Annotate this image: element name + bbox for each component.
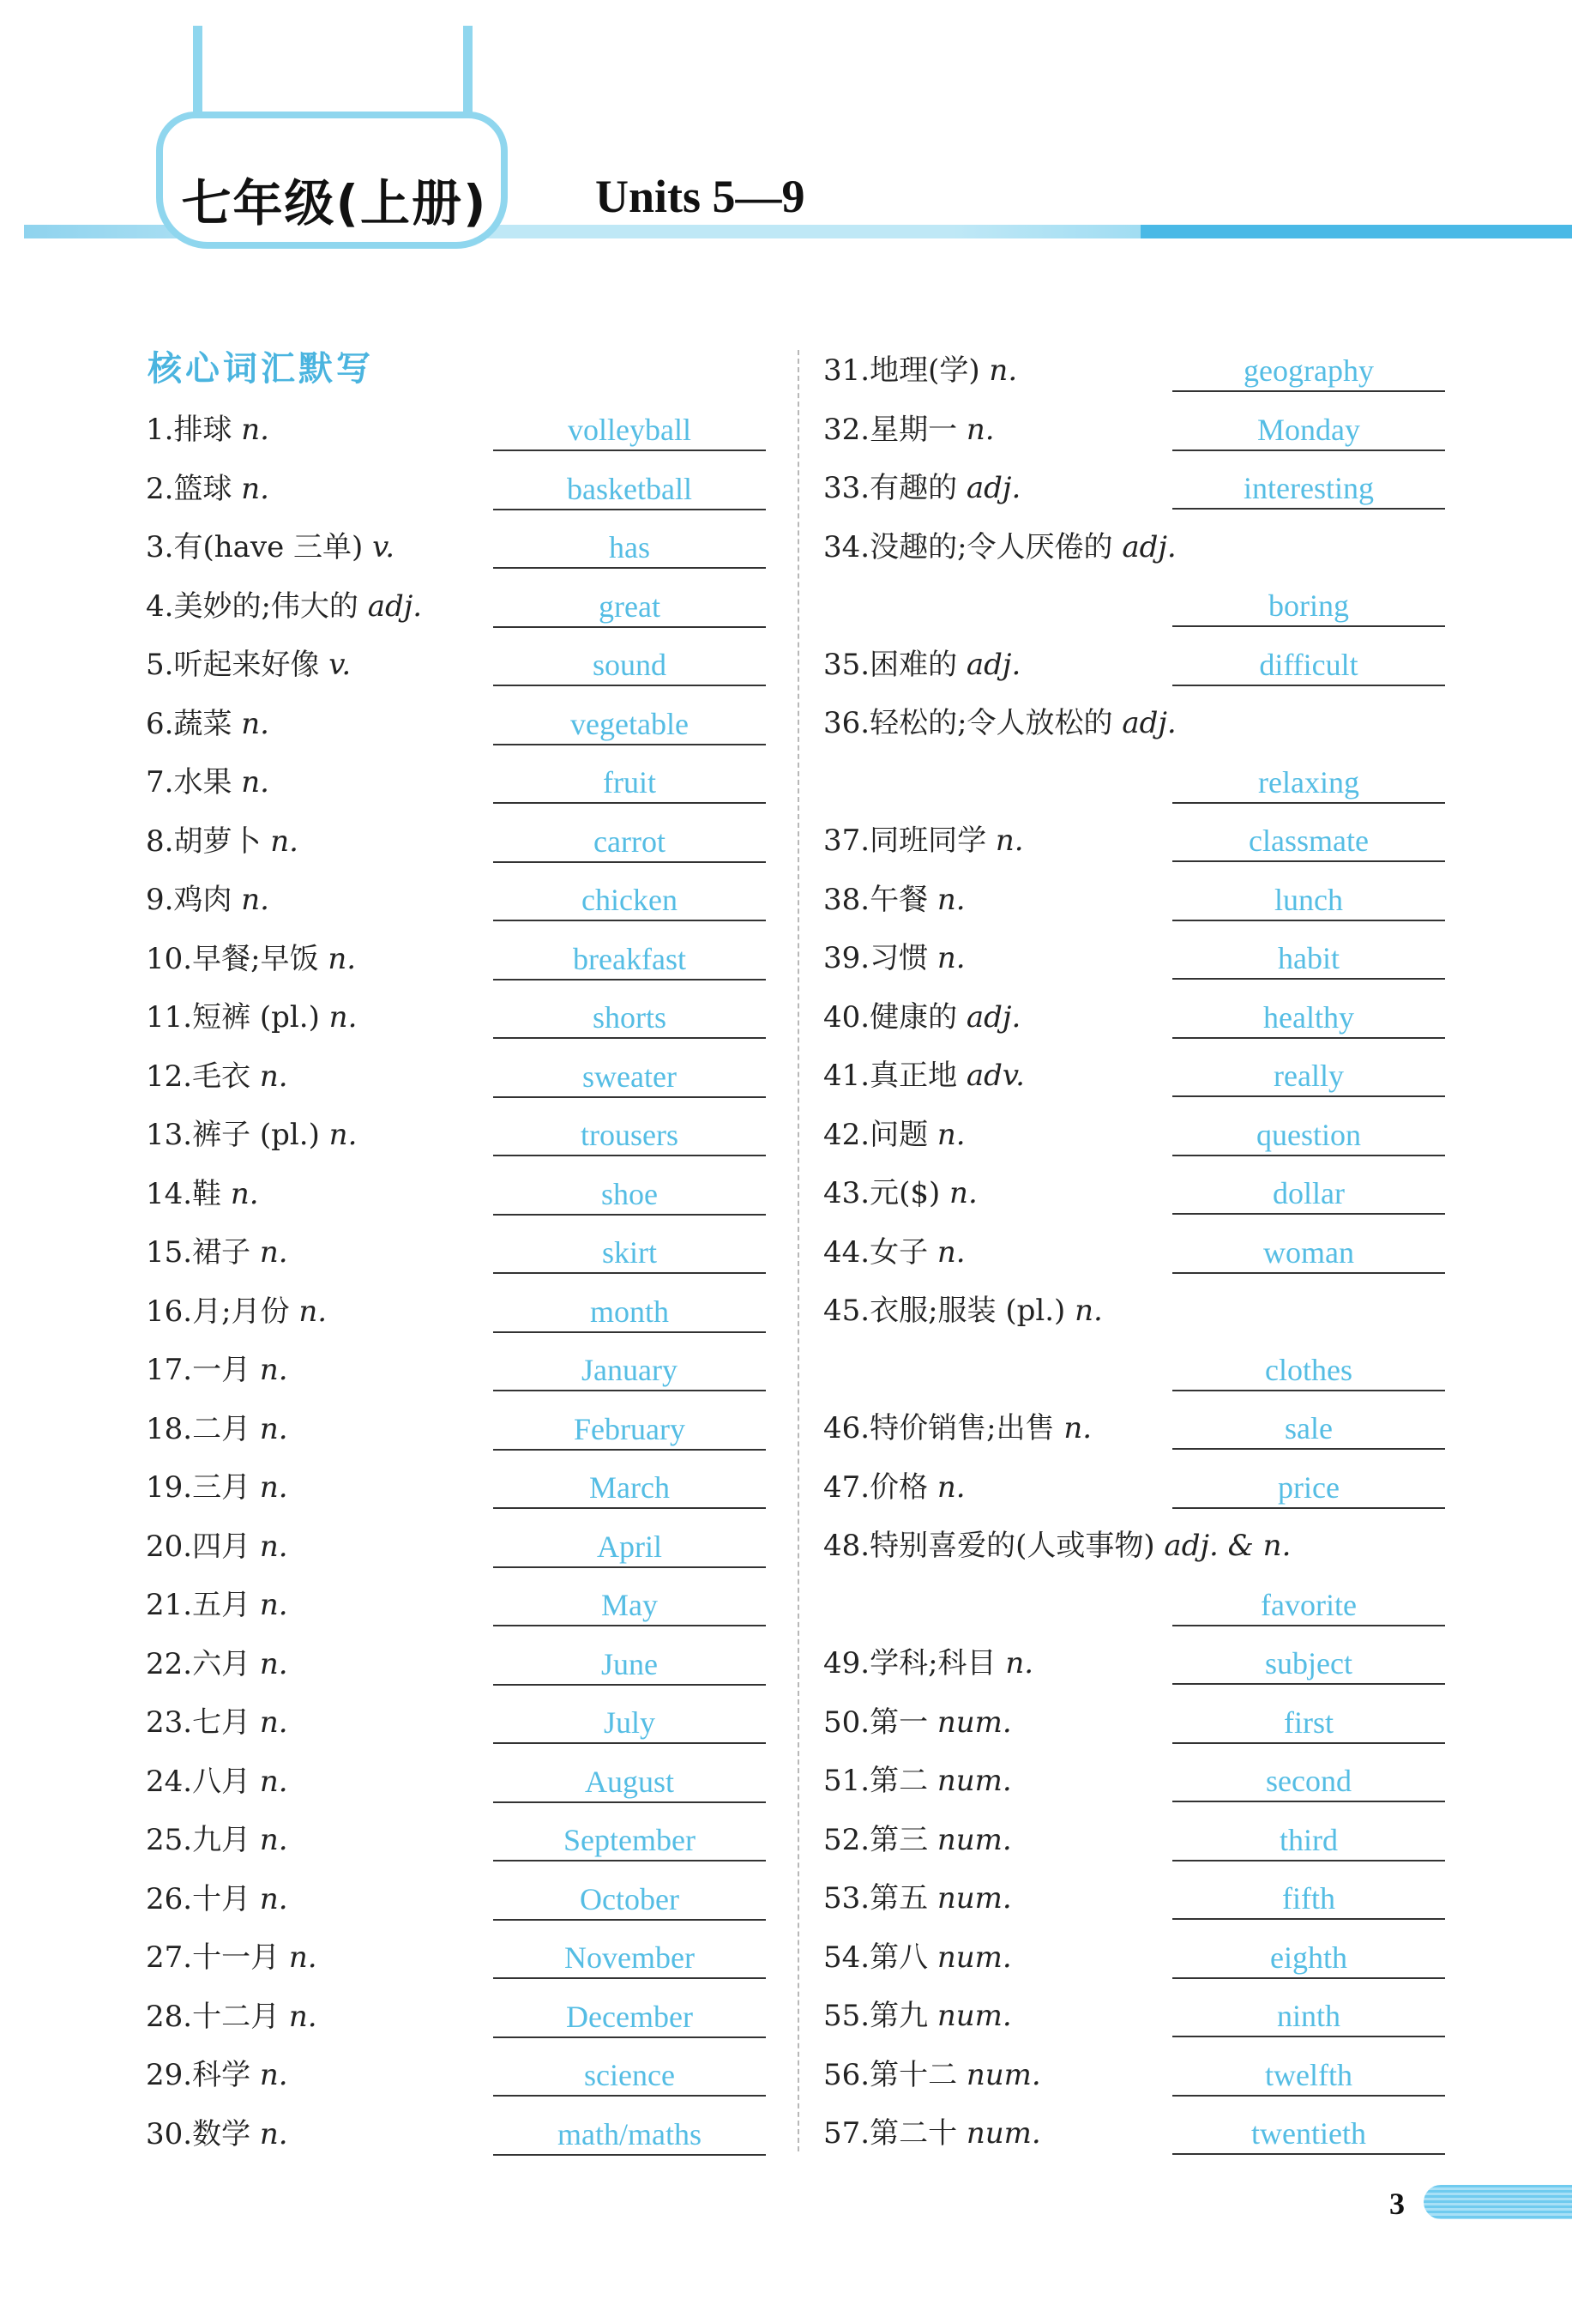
- vocab-prompt: [823, 1879, 1012, 1918]
- answer-blank[interactable]: interesting: [1172, 468, 1445, 510]
- answer-blank[interactable]: lunch: [1172, 880, 1445, 921]
- vocab-prompt: [146, 2055, 288, 2095]
- vocab-chinese: 48.特别喜爱的(人或事物): [823, 1529, 1165, 1563]
- part-of-speech: n.: [1075, 1294, 1103, 1328]
- vocab-prompt: [146, 410, 269, 450]
- vocab-prompt: [146, 1292, 327, 1331]
- header-band-accent: [1141, 225, 1572, 238]
- vocab-prompt: [823, 703, 1177, 743]
- vocab-prompt: [146, 1820, 288, 1860]
- answer-blank[interactable]: November: [493, 1938, 766, 1979]
- answer-blank[interactable]: April: [493, 1527, 766, 1568]
- vocab-prompt: [823, 1526, 1291, 1566]
- answer-blank[interactable]: boring: [1172, 586, 1445, 627]
- part-of-speech: adj.: [367, 588, 423, 624]
- answer-blank[interactable]: favorite: [1172, 1585, 1445, 1626]
- vocab-prompt: [146, 1468, 288, 1507]
- vocab-prompt: [823, 2055, 1041, 2095]
- vocab-prompt: [146, 1585, 288, 1625]
- vocab-prompt: [823, 1174, 978, 1213]
- part-of-speech: n.: [259, 1235, 288, 1270]
- part-of-speech: num.: [937, 1999, 1012, 2033]
- part-of-speech: n.: [259, 2116, 288, 2151]
- vocab-prompt: [823, 2114, 1041, 2153]
- vocab-chinese: 40.健康的: [823, 999, 967, 1035]
- answer-blank[interactable]: difficult: [1172, 645, 1445, 686]
- vocab-chinese: 47.价格: [823, 1469, 937, 1505]
- vocab-chinese: 19.三月: [146, 1470, 260, 1505]
- part-of-speech: num.: [966, 2057, 1041, 2092]
- part-of-speech: n.: [259, 1353, 288, 1387]
- part-of-speech: n.: [966, 412, 995, 447]
- vocab-chinese: 11.短裤 (pl.): [146, 1000, 329, 1035]
- vocab-prompt: [823, 821, 1024, 860]
- answer-blank[interactable]: has: [493, 528, 766, 569]
- part-of-speech: n.: [937, 882, 966, 917]
- vocab-prompt: [146, 1644, 288, 1684]
- vocab-chinese: 10.早餐;早饭: [146, 941, 328, 976]
- part-of-speech: n.: [259, 1881, 288, 1916]
- answer-blank[interactable]: sale: [1172, 1409, 1445, 1450]
- part-of-speech: n.: [288, 1999, 317, 2034]
- part-of-speech: n.: [1005, 1646, 1034, 1680]
- vocab-chinese: 26.十月: [146, 1881, 260, 1916]
- part-of-speech: adj. & n.: [1164, 1529, 1292, 1563]
- vocab-prompt: [823, 1409, 1092, 1448]
- answer-blank[interactable]: June: [493, 1644, 766, 1686]
- vocab-prompt: [823, 1233, 966, 1272]
- vocab-prompt: [146, 1880, 288, 1919]
- answer-blank[interactable]: carrot: [493, 822, 766, 863]
- vocab-prompt: [146, 998, 357, 1037]
- units-title: Units 5—9: [595, 171, 805, 222]
- vocab-prompt: [823, 1291, 1103, 1330]
- part-of-speech: n.: [259, 1764, 288, 1799]
- part-of-speech: n.: [989, 353, 1018, 388]
- part-of-speech: n.: [949, 1176, 978, 1210]
- part-of-speech: n.: [259, 1588, 288, 1622]
- vocab-prompt: [146, 1233, 288, 1272]
- part-of-speech: adj.: [966, 999, 1021, 1035]
- answer-blank[interactable]: February: [493, 1409, 766, 1451]
- part-of-speech: n.: [259, 1059, 288, 1094]
- answer-blank[interactable]: second: [1172, 1761, 1445, 1802]
- answer-blank[interactable]: vegetable: [493, 704, 766, 745]
- answer-blank[interactable]: July: [493, 1703, 766, 1744]
- vocab-chinese: 50.第一: [823, 1705, 937, 1740]
- vocab-chinese: 38.午餐: [823, 882, 937, 917]
- answer-blank[interactable]: science: [493, 2055, 766, 2097]
- part-of-speech: v.: [372, 530, 395, 564]
- vocab-chinese: 14.鞋: [146, 1176, 231, 1211]
- vocab-prompt: [823, 1056, 1025, 1095]
- answer-blank[interactable]: healthy: [1172, 998, 1445, 1039]
- answer-blank[interactable]: volleyball: [493, 410, 766, 451]
- vocab-chinese: 13.裤子 (pl.): [146, 1118, 329, 1152]
- vocab-chinese: 18.二月: [146, 1411, 260, 1446]
- answer-blank[interactable]: January: [493, 1350, 766, 1391]
- vocab-prompt: [146, 2115, 288, 2154]
- answer-blank[interactable]: Monday: [1172, 410, 1445, 451]
- vocab-prompt: [146, 704, 269, 744]
- part-of-speech: n.: [230, 1176, 259, 1211]
- vocab-chinese: 36.轻松的;令人放松的: [823, 706, 1123, 740]
- vocab-prompt: [823, 410, 995, 450]
- vocab-chinese: 28.十二月: [146, 1999, 289, 2034]
- part-of-speech: n.: [241, 706, 269, 741]
- vocab-chinese: 24.八月: [146, 1764, 260, 1799]
- part-of-speech: n.: [241, 413, 269, 447]
- vocab-chinese: 46.特价销售;出售: [823, 1411, 1064, 1445]
- vocab-prompt: [823, 1644, 1033, 1683]
- part-of-speech: num.: [966, 2116, 1041, 2151]
- answer-blank[interactable]: fifth: [1172, 1879, 1445, 1920]
- answer-blank[interactable]: question: [1172, 1115, 1445, 1156]
- vocab-chinese: 5.听起来好像: [146, 648, 329, 682]
- answer-blank[interactable]: eighth: [1172, 1938, 1445, 1979]
- answer-blank[interactable]: relaxing: [1172, 763, 1445, 804]
- answer-blank[interactable]: clothes: [1172, 1350, 1445, 1391]
- answer-blank[interactable]: first: [1172, 1703, 1445, 1744]
- answer-blank[interactable]: October: [493, 1880, 766, 1921]
- vocab-prompt: [823, 938, 966, 978]
- vocab-prompt: [146, 1409, 288, 1449]
- answer-blank[interactable]: twentieth: [1172, 2114, 1445, 2155]
- grade-title: 七年级(上册): [181, 174, 488, 232]
- part-of-speech: n.: [259, 1705, 288, 1740]
- vocab-chinese: 20.四月: [146, 1529, 260, 1564]
- vocab-prompt: [823, 1115, 966, 1155]
- vocab-chinese: 56.第十二: [823, 2057, 967, 2092]
- vocab-chinese: 55.第九: [823, 1999, 937, 2033]
- vocab-chinese: 17.一月: [146, 1353, 260, 1387]
- answer-blank[interactable]: dollar: [1172, 1174, 1445, 1215]
- vocab-chinese: 41.真正地: [823, 1059, 967, 1093]
- vocab-prompt: [146, 645, 351, 685]
- part-of-speech: n.: [995, 824, 1024, 858]
- part-of-speech: n.: [288, 1940, 317, 1975]
- vocab-prompt: [146, 587, 422, 626]
- part-of-speech: adj.: [1122, 529, 1177, 564]
- answer-blank[interactable]: fruit: [493, 763, 766, 804]
- vocab-chinese: 3.有(have 三单): [146, 530, 373, 564]
- vocab-chinese: 12.毛衣: [146, 1059, 260, 1094]
- vocab-chinese: 7.水果: [146, 765, 242, 799]
- answer-blank[interactable]: really: [1172, 1056, 1445, 1097]
- vocab-chinese: 44.女子: [823, 1234, 937, 1270]
- part-of-speech: adj.: [966, 471, 1021, 505]
- vocab-chinese: 29.科学: [146, 2058, 260, 2092]
- vocab-prompt: [146, 1997, 317, 2036]
- vocab-chinese: 30.数学: [146, 2116, 260, 2151]
- vocab-chinese: 52.第三: [823, 1822, 937, 1857]
- vocab-chinese: 1.排球: [146, 413, 242, 447]
- answer-blank[interactable]: shoe: [493, 1174, 766, 1216]
- vocab-prompt: [823, 528, 1177, 567]
- part-of-speech: num.: [937, 1822, 1012, 1857]
- answer-blank[interactable]: woman: [1172, 1233, 1445, 1274]
- vocab-prompt: [146, 1527, 288, 1566]
- vocab-chinese: 32.星期一: [823, 412, 967, 447]
- answer-blank[interactable]: great: [493, 587, 766, 628]
- answer-blank[interactable]: May: [493, 1585, 766, 1626]
- section-title: 核心词汇默写: [148, 349, 374, 389]
- answer-blank[interactable]: classmate: [1172, 821, 1445, 862]
- part-of-speech: num.: [937, 1764, 1012, 1798]
- vocab-chinese: 8.胡萝卜: [146, 824, 271, 859]
- part-of-speech: n.: [328, 941, 357, 976]
- vocab-chinese: 39.习惯: [823, 941, 937, 975]
- part-of-speech: n.: [298, 1294, 328, 1329]
- part-of-speech: n.: [259, 1823, 288, 1857]
- vocab-chinese: 4.美妙的;伟大的: [146, 588, 368, 624]
- part-of-speech: n.: [259, 2058, 288, 2092]
- answer-blank[interactable]: basketball: [493, 469, 766, 510]
- vocab-chinese: 25.九月: [146, 1823, 260, 1857]
- vocab-prompt: [146, 880, 269, 920]
- part-of-speech: n.: [328, 1118, 358, 1152]
- part-of-speech: n.: [270, 824, 298, 859]
- answer-blank[interactable]: shorts: [493, 998, 766, 1039]
- answer-blank[interactable]: skirt: [493, 1233, 766, 1274]
- answer-blank[interactable]: March: [493, 1468, 766, 1509]
- vocab-chinese: 35.困难的: [823, 647, 967, 682]
- vocab-chinese: 2.篮球: [146, 471, 242, 506]
- answer-blank[interactable]: math/maths: [493, 2115, 766, 2156]
- part-of-speech: n.: [259, 1646, 288, 1681]
- vocab-chinese: 31.地理(学): [823, 353, 990, 388]
- answer-blank[interactable]: twelfth: [1172, 2055, 1445, 2097]
- vocab-chinese: 33.有趣的: [823, 471, 967, 505]
- vocab-prompt: [146, 1115, 357, 1155]
- vocab-prompt: [146, 1174, 259, 1214]
- vocab-chinese: 22.六月: [146, 1646, 260, 1681]
- part-of-speech: n.: [241, 883, 269, 917]
- vocab-chinese: 21.五月: [146, 1588, 260, 1622]
- vocab-prompt: [146, 822, 298, 861]
- answer-blank[interactable]: ninth: [1172, 1996, 1445, 2037]
- answer-blank[interactable]: September: [493, 1820, 766, 1861]
- vocab-prompt: [146, 1703, 288, 1742]
- vocab-chinese: 6.蔬菜: [146, 706, 242, 741]
- part-of-speech: adj.: [966, 647, 1021, 682]
- answer-blank[interactable]: month: [493, 1292, 766, 1333]
- vocab-chinese: 16.月;月份: [146, 1294, 299, 1329]
- part-of-speech: n.: [937, 1469, 966, 1505]
- vocab-prompt: [823, 1761, 1012, 1801]
- answer-blank[interactable]: price: [1172, 1468, 1445, 1509]
- answer-blank[interactable]: chicken: [493, 880, 766, 921]
- vocab-chinese: 37.同班同学: [823, 824, 996, 858]
- vocab-prompt: [823, 998, 1021, 1037]
- part-of-speech: adv.: [966, 1059, 1025, 1093]
- part-of-speech: v.: [328, 648, 352, 682]
- vocab-prompt: [823, 1703, 1012, 1742]
- vocab-chinese: 23.七月: [146, 1705, 260, 1740]
- answer-blank[interactable]: August: [493, 1762, 766, 1803]
- answer-blank[interactable]: third: [1172, 1820, 1445, 1861]
- vocab-chinese: 27.十一月: [146, 1940, 289, 1975]
- vocab-prompt: [823, 468, 1021, 508]
- column-divider: [798, 350, 799, 2151]
- answer-blank[interactable]: habit: [1172, 938, 1445, 980]
- vocab-prompt: [823, 1938, 1012, 1977]
- vocab-chinese: 49.学科;科目: [823, 1646, 1006, 1680]
- part-of-speech: n.: [937, 1234, 966, 1270]
- vocab-prompt: [146, 528, 394, 567]
- vocab-prompt: [146, 1762, 288, 1801]
- part-of-speech: n.: [241, 765, 269, 799]
- vocab-chinese: 43.元($): [823, 1176, 950, 1210]
- page-number-band: [1424, 2185, 1572, 2219]
- part-of-speech: adj.: [1122, 706, 1177, 740]
- part-of-speech: n.: [259, 1470, 288, 1505]
- vocab-chinese: 53.第五: [823, 1881, 937, 1916]
- vocab-chinese: 51.第二: [823, 1764, 937, 1798]
- vocab-prompt: [146, 1938, 317, 1977]
- page-number: 3: [1389, 2187, 1405, 2221]
- answer-blank[interactable]: geography: [1172, 351, 1445, 392]
- vocab-prompt: [146, 763, 269, 802]
- vocab-prompt: [823, 645, 1021, 685]
- part-of-speech: n.: [259, 1529, 288, 1564]
- part-of-speech: n.: [241, 471, 269, 506]
- answer-blank[interactable]: December: [493, 1997, 766, 2038]
- vocab-chinese: 45.衣服;服装 (pl.): [823, 1294, 1075, 1328]
- part-of-speech: n.: [937, 1117, 966, 1152]
- answer-blank[interactable]: sweater: [493, 1057, 766, 1098]
- vocab-prompt: [823, 351, 1017, 390]
- vocab-prompt: [146, 939, 356, 979]
- part-of-speech: n.: [1063, 1411, 1093, 1445]
- vocab-prompt: [146, 1057, 288, 1096]
- part-of-speech: n.: [328, 1000, 358, 1035]
- vocab-chinese: 34.没趣的;令人厌倦的: [823, 529, 1123, 564]
- answer-blank[interactable]: breakfast: [493, 939, 766, 981]
- answer-blank[interactable]: sound: [493, 645, 766, 686]
- vocab-prompt: [146, 469, 269, 509]
- vocab-prompt: [823, 1468, 966, 1507]
- part-of-speech: n.: [937, 941, 966, 975]
- part-of-speech: num.: [937, 1881, 1012, 1916]
- part-of-speech: num.: [937, 1940, 1012, 1975]
- answer-blank[interactable]: trousers: [493, 1115, 766, 1156]
- vocab-chinese: 54.第八: [823, 1940, 937, 1975]
- answer-blank[interactable]: subject: [1172, 1644, 1445, 1685]
- vocab-prompt: [823, 1820, 1012, 1860]
- part-of-speech: n.: [259, 1411, 288, 1446]
- vocab-chinese: 42.问题: [823, 1117, 937, 1152]
- vocab-chinese: 57.第二十: [823, 2116, 967, 2151]
- vocab-prompt: [823, 880, 966, 920]
- vocab-prompt: [823, 1996, 1012, 2036]
- vocab-prompt: [146, 1350, 288, 1390]
- part-of-speech: num.: [937, 1705, 1012, 1740]
- vocab-chinese: 9.鸡肉: [146, 883, 242, 917]
- vocab-chinese: 15.裙子: [146, 1235, 260, 1270]
